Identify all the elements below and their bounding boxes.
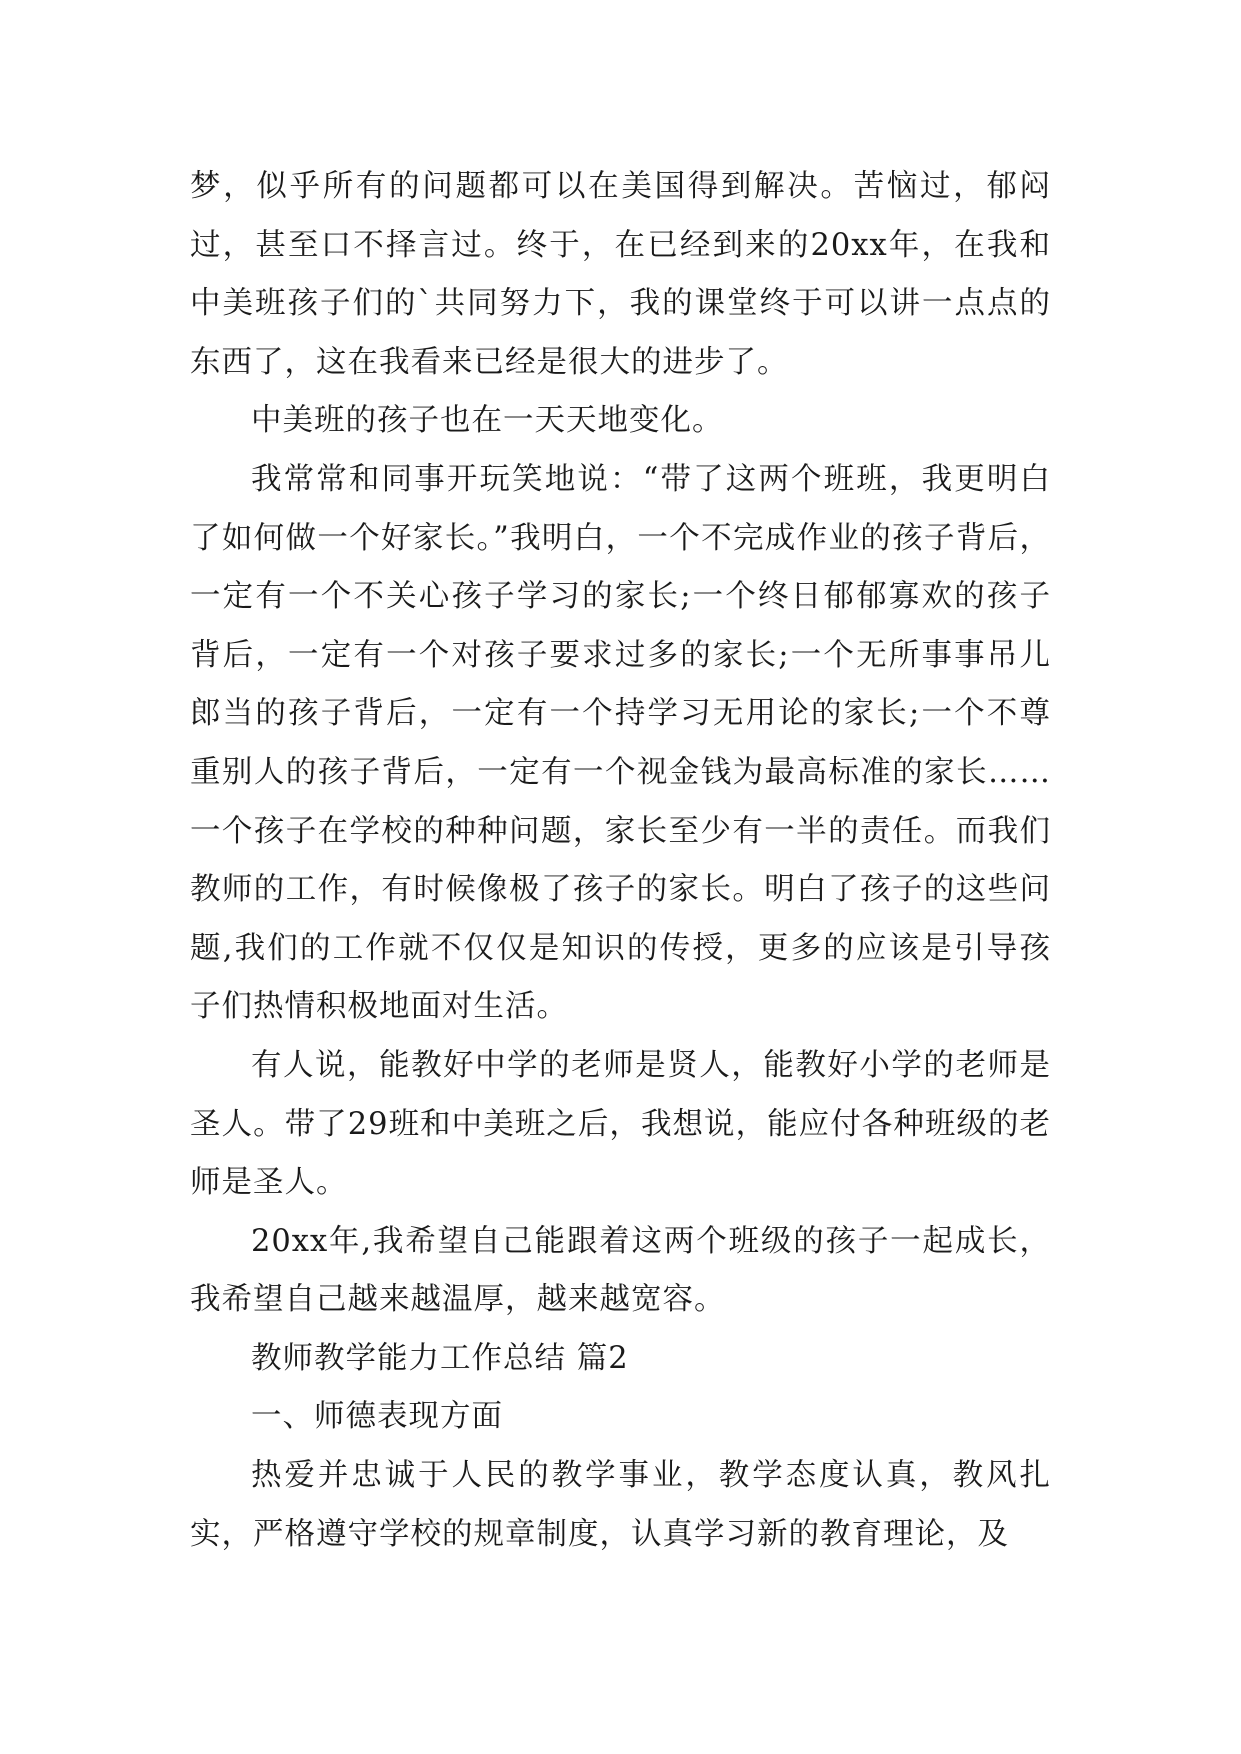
paragraph-2: 中美班的孩子也在一天天地变化。 [251, 403, 724, 439]
paragraph-6: 热爱并忠诚于人民的教学事业，教学态度认真，教风扎实，严格遵守学校的规章制度，认真学习新的教育理论，及 [190, 1458, 1051, 1552]
paragraph-1: 梦，似乎所有的问题都可以在美国得到解决。苦恼过，郁闷过，甚至口不择言过。终于，在已经到来的20xx年，在我和中美班孩子们的`共同努力下，我的课堂终于可以讲一点点的东西了，这在我看来已经是很大的进步了。 [190, 169, 1051, 380]
paragraph-5: 20xx年,我希望自己能跟着这两个班级的孩子一起成长，我希望自己越来越温厚，越来越宽容。 [190, 1223, 1051, 1318]
section-subtitle: 一、师德表现方面 [251, 1399, 503, 1435]
paragraph-4: 有人说，能教好中学的老师是贤人，能教好小学的老师是圣人。带了29班和中美班之后，我想说，能应付各种班级的老师是圣人。 [190, 1047, 1051, 1201]
paragraph-3: 我常常和同事开玩笑地说：“带了这两个班班，我更明白了如何做一个好家长。”我明白，一个不完成作业的孩子背后，一定有一个不关心孩子学习的家长;一个终日郁郁寡欢的孩子背后，一定有一个对孩子要求过多的家长;一个无所事事吊儿郎当的孩子背后，一定有一个持学习无用论的家长;一个不尊重别人的孩子背后，一定有一个视金钱为最高标准的家长……一个孩子在学校的种种问题，家长至少有一半的责任。而我们教师的工作，有时候像极了孩子的家长。明白了孩子的这些问题,我们的工作就不仅仅是知识的传授，更多的应该是引导孩子们热情积极地面对生活。 [190, 461, 1051, 1025]
section-title: 教师教学能力工作总结 篇2 [251, 1340, 629, 1376]
